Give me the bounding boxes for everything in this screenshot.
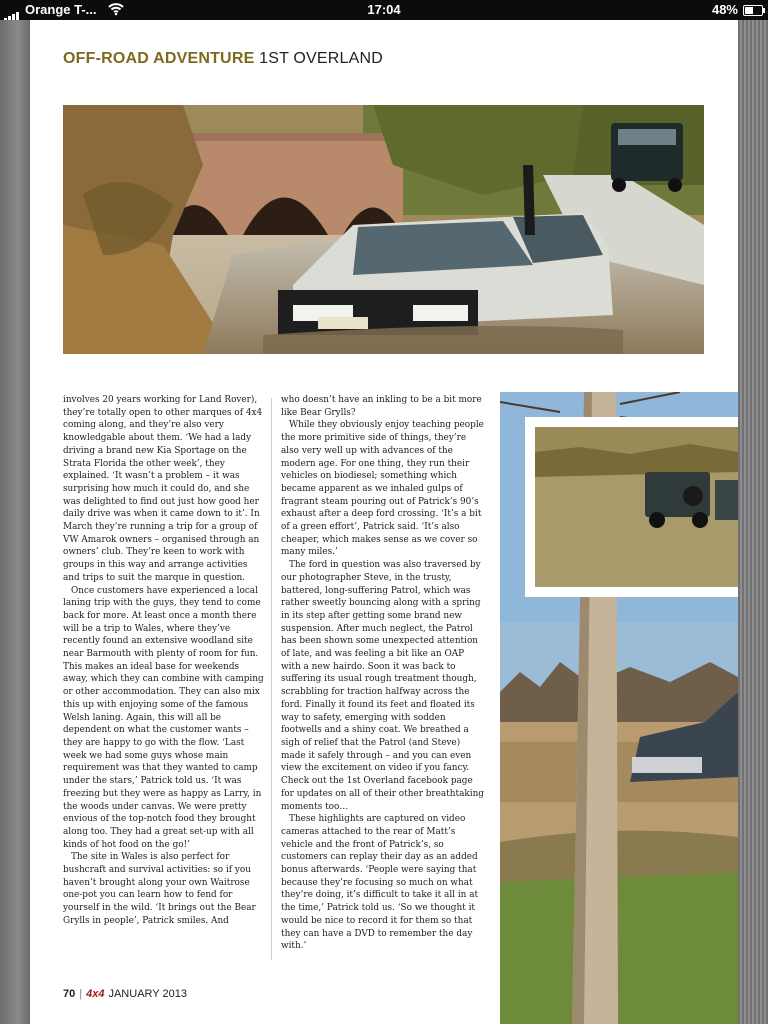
column-divider [271,398,272,960]
page-header [63,50,383,68]
paragraph: who doesn’t have an inkling to be a bit more like Bear Grylls? [281,395,482,418]
page-edge-left [0,20,30,1024]
magazine-page[interactable] [30,20,738,1024]
page-stack-right [738,20,768,1024]
paragraph: While they obviously enjoy teaching people the more primitive side of things, they’re also very well up with advances of the modern age. For one thing, they run their vehicles on biodiesel; something which became apparent as we inhaled gulps of fragrant steam pouring out of Patrick’s 90’s exhaust after a deep ford crossing. ‘It’s a bit of a green effort’, Patrick said. ‘It’s also cheaper, which makes sense as we cover so many miles.’ [281,420,484,558]
clock: 17:04 [367,2,401,17]
paragraph: involves 20 years working for Land Rover), they’re totally open to other marques of 4x4 coming along, and they’re also very knowledgable about them. ‘We had a lady driving a brand new Kia Sportage on the Strata Florida the other week’, they explained. ‘It wasn’t a problem – it was surprising how much it could do, and she was delighted to find out just how good her daily drive was when it came down to it’. In March they’re running a trip for a group of VW Amarok owners – organised through an owners’ club. They’re keen to work with groups in this way and arrange activities and trips to suit the marque in question. [63,395,263,583]
carrier-name: Orange T-... [25,2,97,17]
article-column-1 [63,394,266,928]
paragraph: These highlights are captured on video cameras attached to the rear of Matt’s vehicle and the front of Patrick’s, so customers can replay their day as an added bonus afterwards. ‘People were saying that because they’re focusing so much on what they’re doing, it’s difficult to take it all in at the time,’ Patrick told us. ‘So we thought it would be nice to record it for them so that they can have a DVD to remember the day with.’ [281,814,479,952]
section-title: OFF-ROAD ADVENTURE [63,50,255,67]
status-bar [0,0,768,20]
article-column-2 [281,394,484,953]
hero-photo[interactable] [63,105,704,354]
photo-woodland-4x4-icon [500,392,738,1024]
magazine-logo: 4x4 [86,988,105,1000]
battery-icon [743,5,763,16]
photo-4x4-crossing-ford-icon [63,105,704,354]
battery-percentage: 48% [711,2,738,17]
side-photo[interactable] [500,392,738,1024]
page-number: 70 [63,988,76,1000]
issue-date: JANUARY 2013 [108,988,187,1000]
paragraph: Once customers have experienced a local laning trip with the guys, they tend to come back for more. At least once a month there will be a trip to Wales, where they’ve recently found an extensive woodland site near Barmouth with plenty of room for fun. This makes an ideal base for weekends away, which they can combine with camping or other accommodation. They can also mix this up with enjoying some of the famous Welsh laning. Again, this will all be dependent on what the customer wants – they are happy to go with the flow. ‘Last week we had some guys whose main requirement was that they wanted to camp under the stars,’ Patrick told us. ‘It was freezing but they were as happy as Larry, in the woods under canvas. We were pretty envious of the top-notch food they brought along too. They had a great set-up with all kinds of hot food on the go!’ [63,585,264,850]
page-footer [63,988,187,1000]
section-subtitle: 1ST OVERLAND [259,50,384,67]
footer-separator: | [79,988,83,1000]
paragraph: The ford in question was also traversed by our photographer Steve, in the trusty, battered, long-suffering Patrol, which was rather sweetly bouncing along with a spring in its step after getting some brand new suspension. After much neglect, the Patrol has been shown some unexpected attention of late, and was feeling a bit like an OAP with a new hairdo. Soon it was back to suffering its usual rough treatment though, scrabbling for traction halfway across the ford. Finally it found its feet and floated its way to safety, emerging with sodden footwells and a shiny coat. We breathed a sigh of relief that the Patrol (and Steve) made it safely through – and you can even view the excitement on video if you fancy. Check out the 1st Overland facebook page for updates on all of their other breathtaking moments too… [281,560,484,812]
battery-fill [745,7,753,14]
paragraph: The site in Wales is also perfect for bushcraft and survival activities: so if you haven’t brought along your own Waitrose one-pot you can learn how to fend for yourself in the wild. ‘It brings out the Bear Grylls in people’, Patrick smiles. And [63,852,256,926]
